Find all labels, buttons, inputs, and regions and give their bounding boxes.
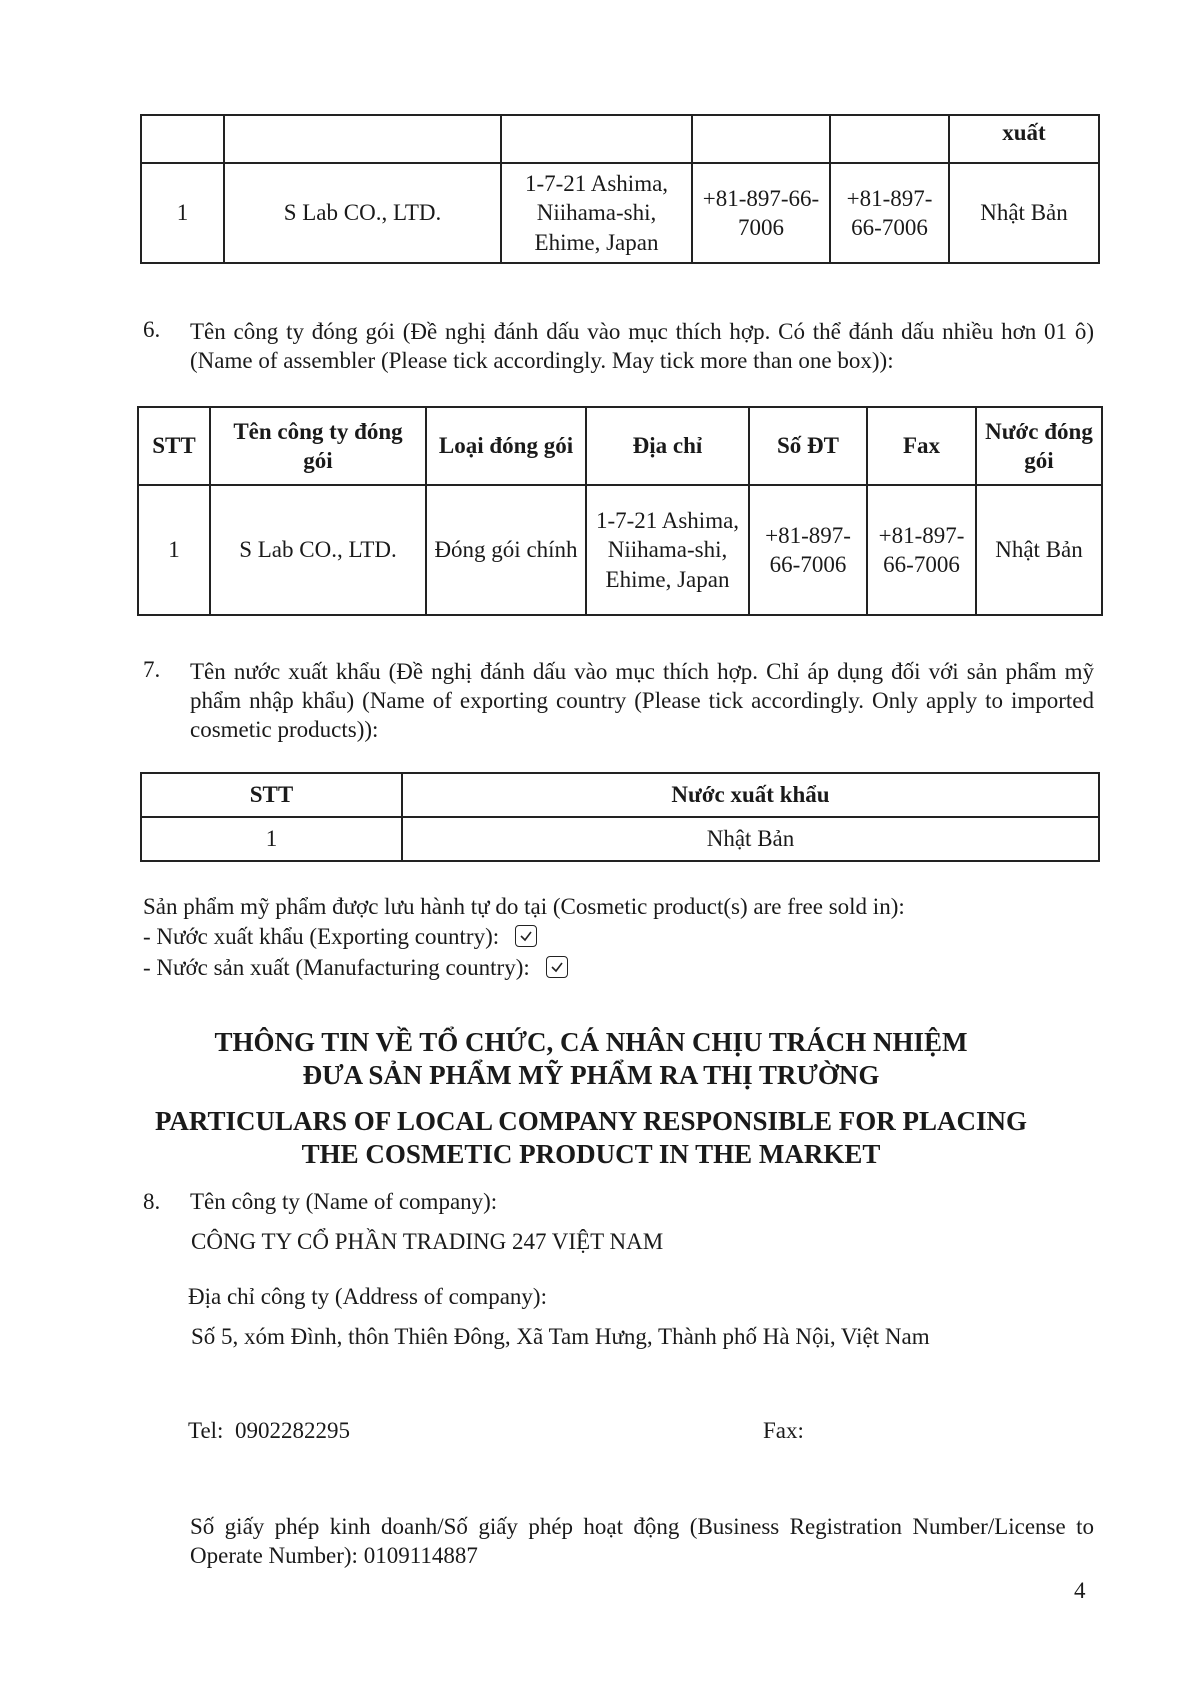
table-cell: Nhật Bản bbox=[949, 163, 1099, 263]
assembler-table bbox=[137, 406, 1103, 616]
table-cell bbox=[830, 115, 949, 163]
license-text: Số giấy phép kinh doanh/Số giấy phép hoạt động (Business Registration Number/License to Operate Number): 0109114887 bbox=[190, 1514, 1094, 1568]
free-sale-exporting bbox=[143, 924, 537, 950]
manufacturer-table bbox=[140, 114, 1100, 264]
table-cell bbox=[692, 115, 830, 163]
exporting-checkbox[interactable] bbox=[515, 925, 537, 947]
table-cell: +81-897-66-7006 bbox=[830, 163, 949, 263]
table-cell: S Lab CO., LTD. bbox=[224, 163, 501, 263]
table-cell: 1 bbox=[138, 485, 210, 615]
table-cell: +81-897-66-7006 bbox=[749, 485, 867, 615]
section-number: 6. bbox=[143, 317, 161, 342]
section7-text: Tên nước xuất khẩu (Đề nghị đánh dấu vào mục thích hợp. Chỉ áp dụng đối với sản phẩm mỹ phẩm nhập khẩu) (Name of exporting country (Please tick accordingly. Only apply to imported cosmetic products)): bbox=[190, 659, 1094, 742]
table-header-cell: STT bbox=[138, 407, 210, 485]
section-number: 8. bbox=[143, 1189, 161, 1214]
free-sale-title: Sản phẩm mỹ phẩm được lưu hành tự do tại (Cosmetic product(s) are free sold in): bbox=[143, 894, 905, 919]
free-sale-manufacturing bbox=[143, 955, 568, 981]
tel-value: 0902282295 bbox=[234, 1418, 350, 1443]
table-cell: 1 bbox=[141, 163, 224, 263]
page-number: 4 bbox=[1074, 1578, 1086, 1603]
table-header-cell: Nước đóng gói bbox=[976, 407, 1102, 485]
checkmark-icon bbox=[518, 928, 534, 944]
table-header-cell: Nước xuất khẩu bbox=[402, 773, 1099, 817]
exporting-country-table bbox=[140, 772, 1100, 862]
table-cell bbox=[224, 115, 501, 163]
manufacturing-label: - Nước sản xuất (Manufacturing country): bbox=[143, 955, 530, 980]
table-header-cell: STT bbox=[141, 773, 402, 817]
tel-row bbox=[188, 1418, 350, 1444]
section6-text: Tên công ty đóng gói (Đề nghị đánh dấu vào mục thích hợp. Có thể đánh dấu nhiều hơn 01 ô) (Name of assembler (Please tick accordingly. May tick more than one box)): bbox=[190, 319, 1094, 373]
table-header-cell: Số ĐT bbox=[749, 407, 867, 485]
company-address: Số 5, xóm Đình, thôn Thiên Đông, Xã Tam Hưng, Thành phố Hà Nội, Việt Nam bbox=[191, 1324, 930, 1349]
address-label: Địa chỉ công ty (Address of company): bbox=[188, 1284, 547, 1309]
table-cell bbox=[141, 115, 224, 163]
table-cell: +81-897-66-7006 bbox=[692, 163, 830, 263]
table-header-cell: xuất bbox=[949, 115, 1099, 163]
table-cell: Đóng gói chính bbox=[426, 485, 586, 615]
table-header-cell: Địa chỉ bbox=[586, 407, 749, 485]
table-cell: S Lab CO., LTD. bbox=[210, 485, 426, 615]
table-cell: Nhật Bản bbox=[402, 817, 1099, 861]
heading-vi-line1: THÔNG TIN VỀ TỔ CHỨC, CÁ NHÂN CHỊU TRÁCH NHIỆM bbox=[214, 1027, 968, 1057]
heading-en-line1: PARTICULARS OF LOCAL COMPANY RESPONSIBLE FOR PLACING bbox=[154, 1106, 1028, 1136]
heading-vi-line2: ĐƯA SẢN PHẨM MỸ PHẨM RA THỊ TRƯỜNG bbox=[302, 1060, 880, 1090]
table-cell: 1-7-21 Ashima, Niihama-shi, Ehime, Japan bbox=[586, 485, 749, 615]
table-header-cell: Tên công ty đóng gói bbox=[210, 407, 426, 485]
table-header-cell: Fax bbox=[867, 407, 976, 485]
company-name: CÔNG TY CỔ PHẦN TRADING 247 VIỆT NAM bbox=[191, 1229, 664, 1254]
table-cell: 1 bbox=[141, 817, 402, 861]
fax-label: Fax: bbox=[763, 1418, 804, 1443]
table-cell: 1-7-21 Ashima, Niihama-shi, Ehime, Japan bbox=[501, 163, 692, 263]
table-cell: +81-897-66-7006 bbox=[867, 485, 976, 615]
company-label: Tên công ty (Name of company): bbox=[190, 1189, 498, 1214]
table-cell: Nhật Bản bbox=[976, 485, 1102, 615]
heading-en-line2: THE COSMETIC PRODUCT IN THE MARKET bbox=[301, 1139, 881, 1169]
fax-row bbox=[763, 1418, 804, 1444]
tel-label: Tel: bbox=[188, 1418, 224, 1443]
manufacturing-checkbox[interactable] bbox=[546, 956, 568, 978]
checkmark-icon bbox=[549, 959, 565, 975]
table-cell bbox=[501, 115, 692, 163]
exporting-label: - Nước xuất khẩu (Exporting country): bbox=[143, 924, 500, 949]
table-header-cell: Loại đóng gói bbox=[426, 407, 586, 485]
section-number: 7. bbox=[143, 657, 161, 682]
